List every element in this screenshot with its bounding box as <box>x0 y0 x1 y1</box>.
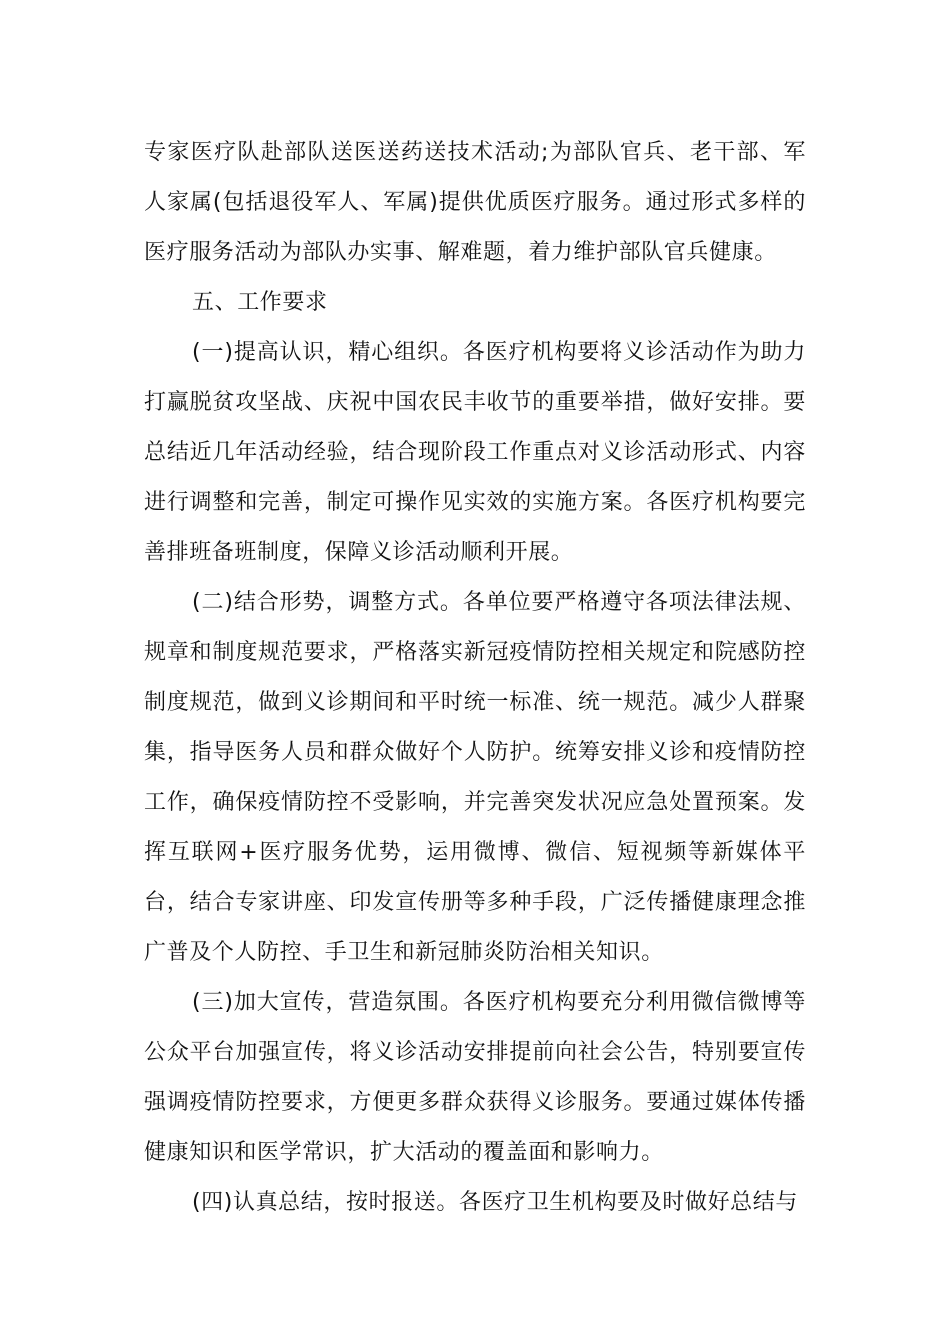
paragraph-requirement-3: (三)加大宣传，营造氛围。各医疗机构要充分利用微信微博等公众平台加强宣传，将义诊活动安排提前向社会公告，特别要宣传强调疫情防控要求，方便更多群众获得义诊服务。要通过媒体传播健康知识和医学常识，扩大活动的覆盖面和影响力。 <box>144 990 806 1165</box>
paragraph-requirement-2: (二)结合形势，调整方式。各单位要严格遵守各项法律法规、规章和制度规范要求，严格落实新冠疫情防控相关规定和院感防控制度规范，做到义诊期间和平时统一标准、统一规范。减少人群聚集，指导医务人员和群众做好个人防护。统筹安排义诊和疫情防控工作，确保疫情防控不受影响，并完善突发状况应急处置预案。发挥互联网+医疗服务优势，运用微博、微信、短视频等新媒体平台，结合专家讲座、印发宣传册等多种手段，广泛传播健康理念推广普及个人防控、手卫生和新冠肺炎防治相关知识。 <box>144 590 806 965</box>
document-body <box>144 128 806 1228</box>
paragraph-requirement-4: (四)认真总结，按时报送。各医疗卫生机构要及时做好总结与 <box>192 1190 798 1215</box>
section-heading-work-requirements: 五、工作要求 <box>192 290 328 315</box>
paragraph-requirement-1: (一)提高认识，精心组织。各医疗机构要将义诊活动作为助力打赢脱贫攻坚战、庆祝中国农民丰收节的重要举措，做好安排。要总结近几年活动经验，结合现阶段工作重点对义诊活动形式、内容进行调整和完善，制定可操作见实效的实施方案。各医疗机构要完善排班备班制度，保障义诊活动顺利开展。 <box>144 340 806 565</box>
paragraph-military-medical-service: 专家医疗队赴部队送医送药送技术活动;为部队官兵、老干部、军人家属(包括退役军人、军属)提供优质医疗服务。通过形式多样的医疗服务活动为部队办实事、解难题，着力维护部队官兵健康。 <box>144 140 806 265</box>
